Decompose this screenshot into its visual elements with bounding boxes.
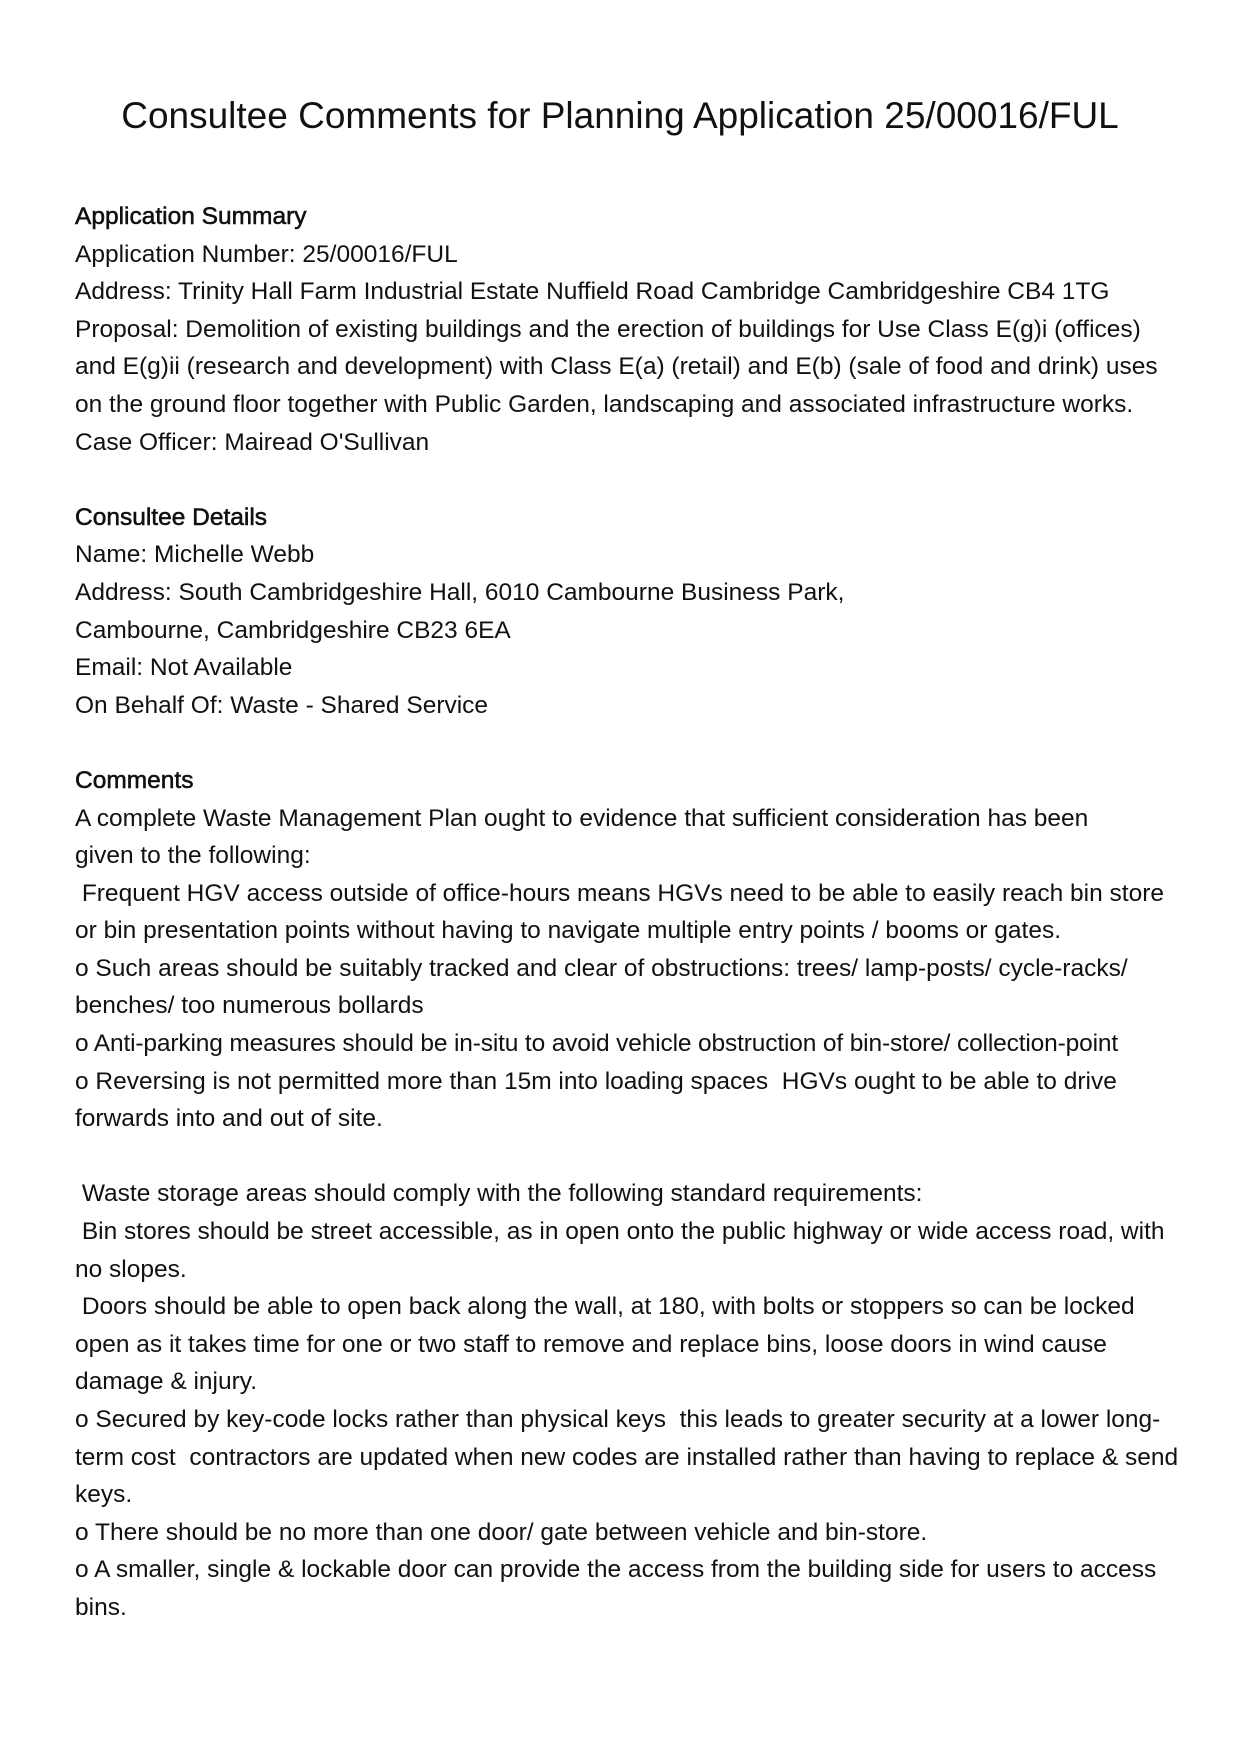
comment-paragraph: o There should be no more than one door/ gate between vehicle and bin-store. [75, 1518, 928, 1546]
paragraph-spacer [75, 1138, 1185, 1176]
comment-paragraph: o Reversing is not permitted more than 15m into loading spaces HGVs ought to be able to drive forwards into and out of site. [75, 1067, 1124, 1133]
consultee-email: Email: Not Available [75, 654, 293, 682]
comment-paragraph: o Anti-parking measures should be in-situ to avoid vehicle obstruction of bin-store/ collection-point [75, 1030, 1119, 1058]
consultee-details-heading: Consultee Details [75, 503, 268, 531]
comment-paragraph: Bin stores should be street accessible, as in open onto the public highway or wide access road, with no slopes. [75, 1218, 1172, 1283]
section-spacer [75, 724, 1185, 762]
application-number: Application Number: 25/00016/FUL [75, 240, 458, 268]
section-spacer [75, 461, 1185, 499]
document-body [75, 198, 1185, 1627]
comments-heading: Comments [75, 766, 194, 794]
comment-paragraph: Doors should be able to open back along the wall, at 180, with bolts or stoppers so can be locked open as it takes time for one or two staff to remove and replace bins, loose doors in wind cause damage & injury. [75, 1293, 1142, 1396]
consultee-details-section [75, 499, 1185, 725]
application-summary-heading: Application Summary [75, 203, 307, 230]
comment-paragraph: o Such areas should be suitably tracked and clear of obstructions: trees/ lamp-posts/ cycle-racks/ benches/ too numerous bollards [75, 954, 1128, 1020]
consultee-name: Name: Michelle Webb [75, 541, 315, 569]
application-proposal: Proposal: Demolition of existing buildings and the erection of buildings for Use Class E(g)i (offices) and E(g)ii (research and development) with Class E(a) (retail) and E(b) (sale of food and drink) uses on the ground floor together with Public Garden, landscaping and associated infrastructure works. [75, 315, 1158, 418]
case-officer: Case Officer: Mairead O'Sullivan [75, 428, 430, 456]
comment-paragraph: A complete Waste Management Plan ought to evidence that sufficient consideration has been given to the following: [75, 804, 1089, 870]
application-summary-section [75, 198, 1185, 461]
application-address: Address: Trinity Hall Farm Industrial Estate Nuffield Road Cambridge Cambridgeshire CB4 1TG [75, 278, 1110, 306]
comment-paragraph: o Secured by key-code locks rather than physical keys this leads to greater security at a lower long-term cost contractors are updated when new codes are installed rather than having to replace & send keys. [75, 1406, 1185, 1509]
comment-paragraph: Frequent HGV access outside of office-hours means HGVs need to be able to easily reach bin store or bin presentation points without having to navigate multiple entry points / booms or gates. [75, 879, 1171, 945]
comments-section [75, 762, 1185, 1627]
page-title: Consultee Comments for Planning Application 25/00016/FUL [121, 95, 1119, 136]
comment-paragraph: o A smaller, single & lockable door can provide the access from the building side for users to access bins. [75, 1556, 1157, 1621]
consultee-address: Address: South Cambridgeshire Hall, 6010 Cambourne Business Park, Cambourne, Cambridgeshire CB23 6EA [75, 578, 845, 644]
comment-paragraph: Waste storage areas should comply with the following standard requirements: [75, 1180, 923, 1208]
consultee-on-behalf-of: On Behalf Of: Waste - Shared Service [75, 691, 489, 719]
